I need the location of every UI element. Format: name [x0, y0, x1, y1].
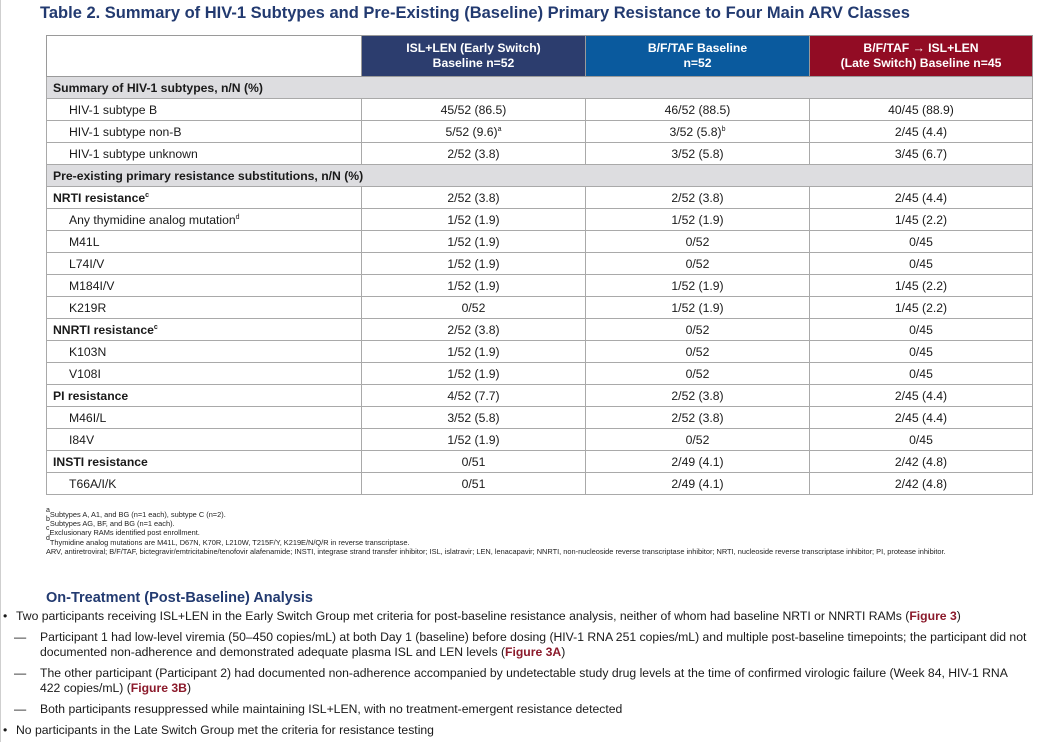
cell-value: 2/52 (3.8)	[447, 190, 500, 205]
header-bftaf-baseline: B/F/TAF Baseline n=52	[586, 36, 810, 77]
row-label	[47, 187, 362, 209]
row-label-text: T66A/I/K	[69, 476, 117, 491]
row-label-text: M46I/L	[69, 410, 107, 425]
value-cell	[362, 297, 586, 319]
row-label	[47, 451, 362, 473]
header-blank-cell	[47, 36, 362, 77]
value-cell	[586, 297, 810, 319]
table-row	[47, 429, 1033, 451]
row-label-text: INSTI resistance	[53, 454, 148, 469]
footnote	[46, 547, 1036, 556]
value-cell	[586, 341, 810, 363]
value-cell	[586, 385, 810, 407]
row-label-text: HIV-1 subtype B	[69, 102, 158, 117]
value-cell	[362, 121, 586, 143]
header-early-switch: ISL+LEN (Early Switch) Baseline n=52	[362, 36, 586, 77]
cell-value: 0/45	[909, 234, 933, 249]
figure-reference: Figure 3A	[505, 645, 562, 659]
cell-value: 1/52 (1.9)	[447, 344, 500, 359]
row-label	[47, 429, 362, 451]
table-section-row	[47, 165, 1033, 187]
cell-value: 3/52 (5.8)	[447, 410, 500, 425]
value-cell	[586, 121, 810, 143]
value-cell	[362, 319, 586, 341]
value-cell	[810, 407, 1033, 429]
cell-value: 2/42 (4.8)	[894, 476, 948, 491]
cell-value: 0/52	[685, 256, 710, 271]
row-label-text: NNRTI resistance	[53, 322, 154, 337]
figure-reference: Figure 3	[909, 609, 957, 623]
value-cell	[810, 363, 1033, 385]
row-label-text: HIV-1 subtype non-B	[69, 124, 182, 139]
row-label	[47, 143, 362, 165]
cell-value: 1/45 (2.2)	[894, 300, 948, 315]
cell-value: 1/52 (1.9)	[447, 212, 500, 227]
value-cell	[586, 209, 810, 231]
resistance-table	[46, 35, 1033, 495]
footnote-marker: a	[46, 507, 50, 514]
section-label: Summary of HIV-1 subtypes, n/N (%)	[47, 77, 1033, 99]
value-cell	[586, 99, 810, 121]
table-row	[47, 99, 1033, 121]
row-label	[47, 319, 362, 341]
row-label-text: L74I/V	[69, 256, 105, 271]
cell-value: 0/51	[461, 476, 486, 491]
row-label	[47, 253, 362, 275]
value-cell	[586, 363, 810, 385]
row-label	[47, 275, 362, 297]
cell-value: 2/52 (3.8)	[447, 146, 500, 161]
cell-value: 0/52	[685, 344, 710, 359]
value-cell	[362, 231, 586, 253]
bullet-body: No participants in the Late Switch Group met the criteria for resistance testing	[16, 723, 434, 737]
cell-value: 0/51	[461, 454, 486, 469]
row-label	[47, 473, 362, 495]
bullet-text	[14, 702, 1030, 717]
cell-value: 0/52	[461, 300, 486, 315]
row-label	[47, 121, 362, 143]
cell-value: 1/52 (1.9)	[447, 234, 500, 249]
value-cell	[362, 363, 586, 385]
value-cell	[810, 275, 1033, 297]
footnote-marker: a	[497, 125, 502, 133]
row-label	[47, 231, 362, 253]
header-late-switch: B/F/TAF → ISL+LEN (Late Switch) Baseline n=45	[810, 36, 1033, 77]
value-cell	[362, 99, 586, 121]
footnote-marker: b	[46, 516, 50, 524]
row-label	[47, 363, 362, 385]
footnote-marker: c	[145, 191, 150, 199]
cell-value: 1/52 (1.9)	[671, 278, 724, 293]
cell-value: 0/45	[909, 322, 933, 337]
value-cell	[810, 451, 1033, 473]
table-row	[47, 473, 1033, 495]
value-cell	[362, 385, 586, 407]
value-cell	[810, 297, 1033, 319]
cell-value: 0/45	[909, 366, 933, 381]
bullet-marker: •	[3, 609, 8, 623]
table-row	[47, 451, 1033, 473]
cell-value: 0/52	[685, 322, 710, 337]
cell-value: 5/52 (9.6)	[445, 124, 498, 139]
value-cell	[586, 407, 810, 429]
cell-value: 40/45 (88.9)	[888, 102, 954, 117]
value-cell	[810, 187, 1033, 209]
cell-value: 2/49 (4.1)	[671, 476, 724, 491]
table-row	[47, 275, 1033, 297]
bullet-item	[14, 630, 1030, 660]
value-cell	[586, 451, 810, 473]
bullet-text	[14, 630, 1030, 660]
value-cell	[362, 407, 586, 429]
cell-value: 2/52 (3.8)	[671, 388, 724, 403]
value-cell	[810, 385, 1033, 407]
bullet-text	[14, 666, 1030, 696]
value-cell	[810, 253, 1033, 275]
value-cell	[362, 209, 586, 231]
bullet-marker: •	[3, 723, 8, 737]
cell-value: 0/52	[685, 432, 710, 447]
cell-value: 2/49 (4.1)	[671, 454, 724, 469]
footnote-text: Subtypes AG, BF, and BG (n=1 each).	[49, 519, 175, 529]
bullet-body: The other participant (Participant 2) had documented non-adherence accompanied by undetectable study drug levels at the time of confirmed virologic failure (Week 84, HIV-1 RNA 422 copies/mL) (	[40, 666, 1008, 695]
section-title-on-treatment: On-Treatment (Post-Baseline) Analysis	[46, 590, 313, 606]
value-cell	[810, 341, 1033, 363]
cell-value: 1/52 (1.9)	[447, 256, 500, 271]
row-label	[47, 385, 362, 407]
table-row	[47, 341, 1033, 363]
value-cell	[810, 429, 1033, 451]
value-cell	[362, 429, 586, 451]
bullet-item	[14, 666, 1030, 696]
cell-value: 2/45 (4.4)	[894, 124, 948, 139]
value-cell	[362, 253, 586, 275]
cell-value: 0/45	[909, 256, 933, 271]
cell-value: 2/52 (3.8)	[447, 322, 500, 337]
cell-value: 45/52 (86.5)	[440, 102, 507, 117]
cell-value: 1/52 (1.9)	[447, 366, 500, 381]
bullet-item	[3, 723, 1035, 738]
value-cell	[586, 187, 810, 209]
bullet-tail: )	[561, 645, 566, 659]
bullet-item	[3, 609, 1035, 624]
cell-value: 0/52	[685, 366, 710, 381]
footnote	[46, 507, 1036, 519]
cell-value: 1/52 (1.9)	[447, 278, 500, 293]
value-cell	[810, 143, 1033, 165]
row-label	[47, 99, 362, 121]
bullet-body: Participant 1 had low-level viremia (50–450 copies/mL) at both Day 1 (baseline) before dosing (HIV-1 RNA 251 copies/mL) and multiple post-baseline timepoints; the participant did not documented non-adherence and demonstrated adequate plasma ISL and LEN levels (	[40, 630, 1027, 659]
value-cell	[586, 275, 810, 297]
table-row	[47, 187, 1033, 209]
value-cell	[810, 99, 1033, 121]
cell-value: 2/45 (4.4)	[894, 388, 948, 403]
footnote	[46, 525, 1036, 538]
figure-reference: Figure 3B	[130, 681, 187, 695]
cell-value: 0/45	[909, 432, 933, 447]
table-row	[47, 231, 1033, 253]
cell-value: 1/45 (2.2)	[894, 278, 948, 293]
table-row	[47, 407, 1033, 429]
footnote-text: ARV, antiretroviral; B/F/TAF, bictegravir/emtricitabine/tenofovir alafenamide; INSTI, integrase strand transfer inhibitor; ISL, islatravir; LEN, lenacapavir; NNRTI, non-nucleoside reverse transcriptase inhibitor; NRTI, nucleoside reverse transcriptase inhibitor; PI, protease inhibitor.	[46, 546, 946, 556]
cell-value: 1/52 (1.9)	[447, 432, 500, 447]
value-cell	[362, 275, 586, 297]
value-cell	[362, 143, 586, 165]
footnote-marker: c	[153, 323, 158, 331]
table-title: Table 2. Summary of HIV-1 Subtypes and Pre-Existing (Baseline) Primary Resistance to Four Main ARV Classes	[40, 4, 910, 22]
table-row	[47, 209, 1033, 231]
bullet-body: Both participants resuppressed while maintaining ISL+LEN, with no treatment-emergent resistance detected	[40, 702, 623, 716]
footnote-marker: c	[46, 525, 50, 533]
footnote-marker: d	[46, 534, 50, 542]
cell-value: 3/45 (6.7)	[894, 146, 948, 161]
footnote-text: Thymidine analog mutations are M41L, D67N, K70R, L210W, T215F/Y, K219E/N/Q/R in reverse transcriptase.	[49, 537, 410, 547]
value-cell	[810, 121, 1033, 143]
cell-value: 4/52 (7.7)	[447, 388, 500, 403]
value-cell	[586, 231, 810, 253]
row-label-text: V108I	[69, 366, 101, 381]
table-footnotes	[46, 507, 1036, 556]
value-cell	[586, 429, 810, 451]
table-body	[47, 77, 1033, 495]
bullet-marker: —	[14, 630, 27, 644]
bullet-text	[3, 609, 1035, 624]
footnote-text: Subtypes A, A1, and BG (n=1 each), subtype C (n=2).	[49, 510, 226, 519]
table-row	[47, 319, 1033, 341]
value-cell	[586, 143, 810, 165]
row-label-text: M184I/V	[69, 278, 115, 293]
value-cell	[362, 473, 586, 495]
bullet-body: Two participants receiving ISL+LEN in the Early Switch Group met criteria for post-baseline resistance analysis, neither of whom had baseline NRTI or NNRTI RAMs (	[16, 609, 910, 623]
row-label-text: K219R	[69, 300, 107, 315]
bullet-marker: —	[14, 666, 27, 680]
bullet-item	[14, 702, 1030, 717]
cell-value: 1/52 (1.9)	[671, 212, 724, 227]
table-row	[47, 253, 1033, 275]
cell-value: 1/45 (2.2)	[894, 212, 948, 227]
value-cell	[586, 319, 810, 341]
bullet-tail: )	[956, 609, 961, 623]
page-left-rule	[0, 0, 1, 742]
row-label	[47, 297, 362, 319]
value-cell	[362, 187, 586, 209]
bullet-tail: )	[187, 681, 192, 695]
cell-value: 2/45 (4.4)	[894, 190, 948, 205]
row-label-text: M41L	[69, 234, 100, 249]
value-cell	[810, 231, 1033, 253]
cell-value: 3/52 (5.8)	[671, 146, 724, 161]
value-cell	[362, 341, 586, 363]
cell-value: 2/45 (4.4)	[894, 410, 948, 425]
table-row	[47, 143, 1033, 165]
value-cell	[810, 319, 1033, 341]
value-cell	[810, 473, 1033, 495]
row-label-text: I84V	[69, 432, 95, 447]
footnote-marker: b	[721, 125, 726, 133]
row-label	[47, 341, 362, 363]
cell-value: 2/52 (3.8)	[671, 410, 724, 425]
cell-value: 46/52 (88.5)	[664, 102, 731, 117]
row-label-text: Any thymidine analog mutation	[69, 212, 236, 227]
bullet-text	[3, 723, 1035, 738]
cell-value: 3/52 (5.8)	[669, 124, 722, 139]
row-label-text: NRTI resistance	[53, 190, 146, 205]
cell-value: 0/45	[909, 344, 933, 359]
bullet-marker: —	[14, 702, 27, 716]
row-label-text: K103N	[69, 344, 107, 359]
table-header-row	[47, 36, 1033, 77]
row-label	[47, 209, 362, 231]
cell-value: 2/42 (4.8)	[894, 454, 948, 469]
row-label	[47, 407, 362, 429]
footnote-marker: d	[235, 213, 240, 221]
cell-value: 1/52 (1.9)	[671, 300, 724, 315]
row-label-text: HIV-1 subtype unknown	[69, 146, 198, 161]
table-row	[47, 297, 1033, 319]
value-cell	[362, 451, 586, 473]
value-cell	[810, 209, 1033, 231]
value-cell	[586, 473, 810, 495]
table-row	[47, 385, 1033, 407]
cell-value: 0/52	[685, 234, 710, 249]
section-label: Pre-existing primary resistance substitutions, n/N (%)	[47, 165, 1033, 187]
footnote	[46, 534, 1036, 547]
value-cell	[586, 253, 810, 275]
cell-value: 2/52 (3.8)	[671, 190, 724, 205]
table-row	[47, 363, 1033, 385]
row-label-text: PI resistance	[53, 388, 129, 403]
table-section-row	[47, 77, 1033, 99]
footnote-text: Exclusionary RAMs identified post enrollment.	[49, 528, 200, 538]
table-row	[47, 121, 1033, 143]
